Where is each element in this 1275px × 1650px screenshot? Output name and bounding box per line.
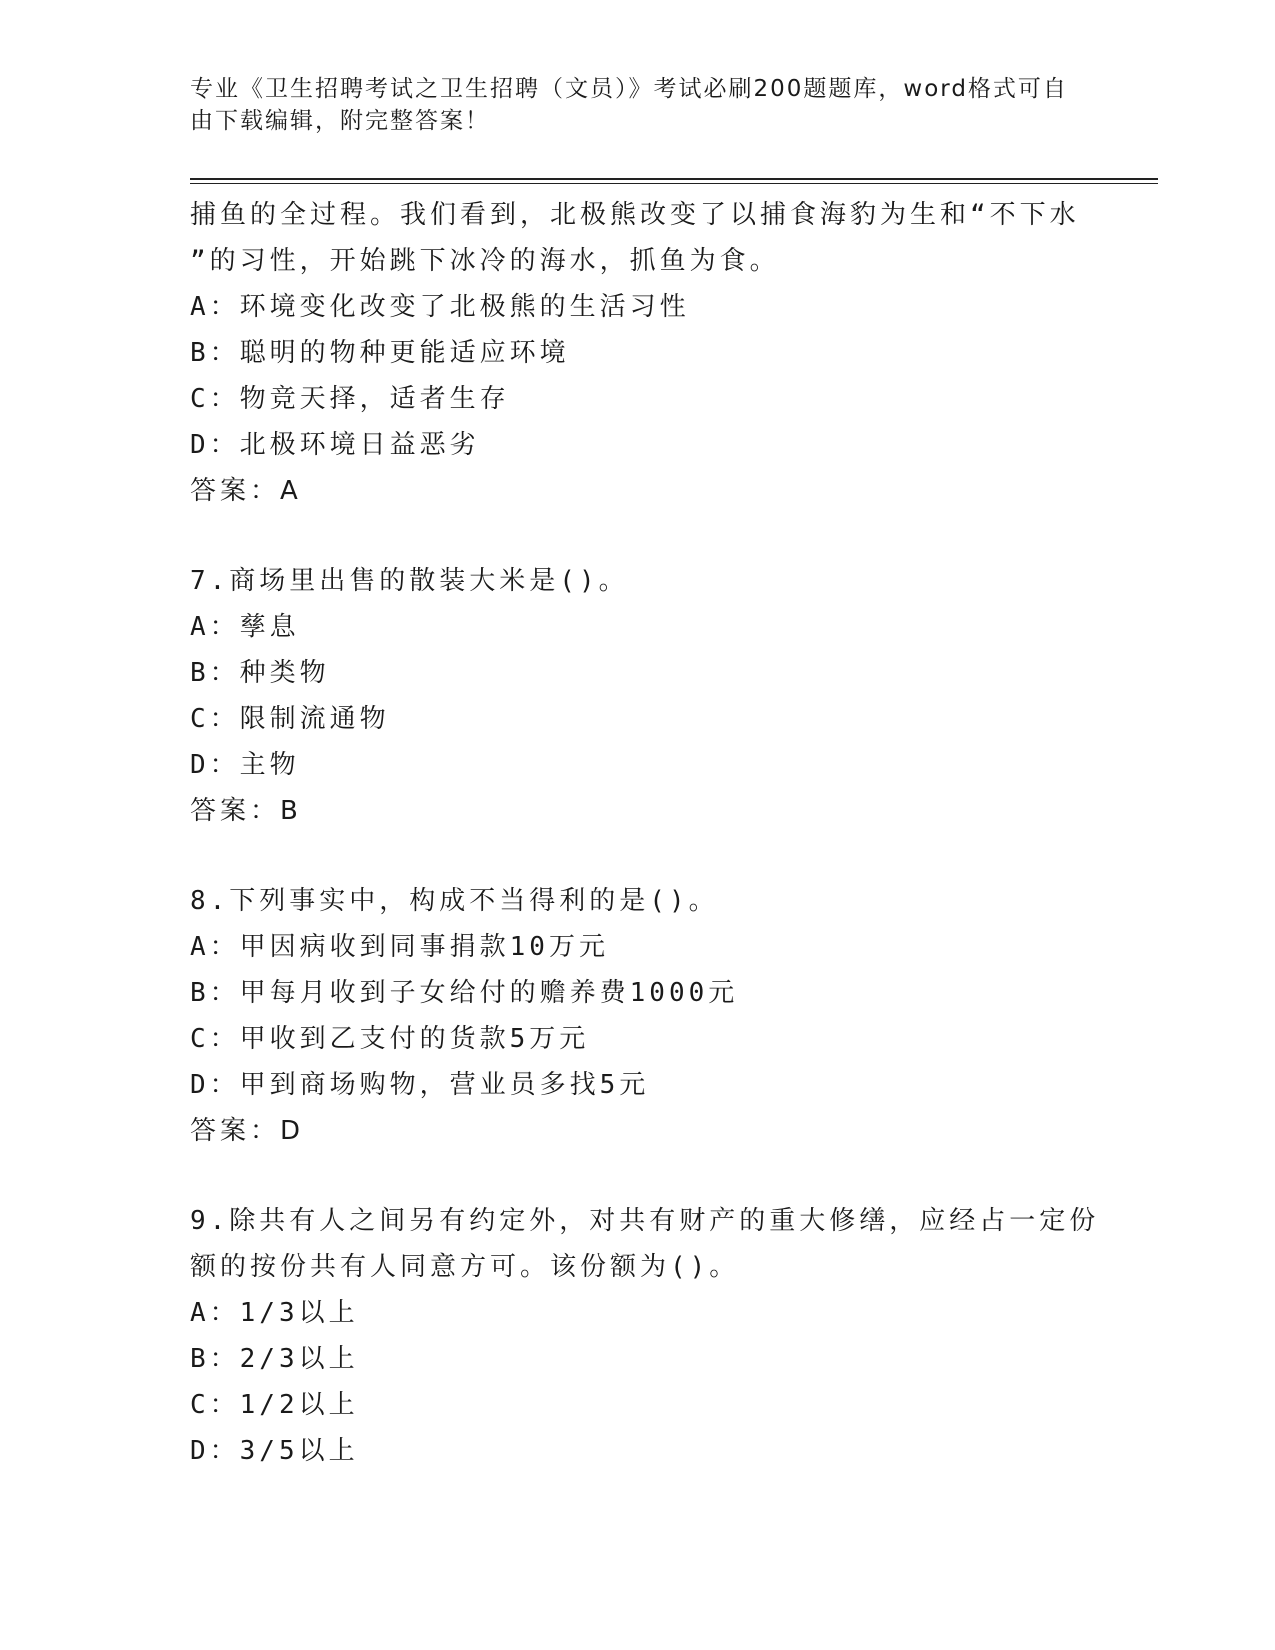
question-spacer: [190, 834, 1070, 878]
option-a: A：甲因病收到同事捐款10万元: [190, 932, 609, 962]
question-stem-line: ”的习性，开始跳下冰冷的海水，抓鱼为食。: [190, 246, 780, 276]
question-stem-line: 额的按份共有人同意方可。该份额为()。: [190, 1252, 740, 1282]
header-divider-thick: [190, 178, 1158, 180]
question-stem-line: 7.商场里出售的散装大米是()。: [190, 566, 629, 596]
answer-line: 答案：B: [190, 796, 302, 826]
option-a: A：孳息: [190, 612, 300, 642]
option-d: D：甲到商场购物，营业员多找5元: [190, 1070, 650, 1100]
document-header: [190, 73, 1070, 137]
answer-line: 答案：A: [190, 476, 302, 506]
answer-line: 答案：D: [190, 1116, 305, 1146]
option-b: B：种类物: [190, 658, 330, 688]
question-9: [190, 1198, 1100, 1474]
option-c: C：甲收到乙支付的货款5万元: [190, 1024, 590, 1054]
option-c: C：物竞天择，适者生存: [190, 384, 510, 414]
option-a: A：1/3以上: [190, 1298, 359, 1328]
option-d: D：3/5以上: [190, 1436, 359, 1466]
header-line-1: 专业《卫生招聘考试之卫生招聘（文员）》考试必刷200题题库，word格式可自: [190, 76, 1068, 102]
option-b: B：甲每月收到子女给付的赡养费1000元: [190, 978, 739, 1008]
option-a: A：环境变化改变了北极熊的生活习性: [190, 292, 690, 322]
header-line-2: 由下载编辑，附完整答案！: [190, 108, 490, 134]
question-7: [190, 558, 1070, 834]
option-d: D：主物: [190, 750, 300, 780]
question-spacer: [190, 514, 1070, 558]
option-b: B：聪明的物种更能适应环境: [190, 338, 570, 368]
question-stem-line: 8.下列事实中，构成不当得利的是()。: [190, 886, 719, 916]
question-stem-line: 捕鱼的全过程。我们看到，北极熊改变了以捕食海豹为生和“不下水: [190, 200, 1080, 230]
option-c: C：限制流通物: [190, 704, 390, 734]
question-6: [190, 192, 1080, 514]
question-list: [190, 192, 1100, 1474]
question-stem-line: 9.除共有人之间另有约定外，对共有财产的重大修缮，应经占一定份: [190, 1206, 1100, 1236]
option-d: D：北极环境日益恶劣: [190, 430, 480, 460]
option-c: C：1/2以上: [190, 1390, 359, 1420]
question-8: [190, 878, 1070, 1154]
option-b: B：2/3以上: [190, 1344, 359, 1374]
header-divider-thin: [190, 183, 1158, 184]
question-spacer: [190, 1154, 1070, 1198]
